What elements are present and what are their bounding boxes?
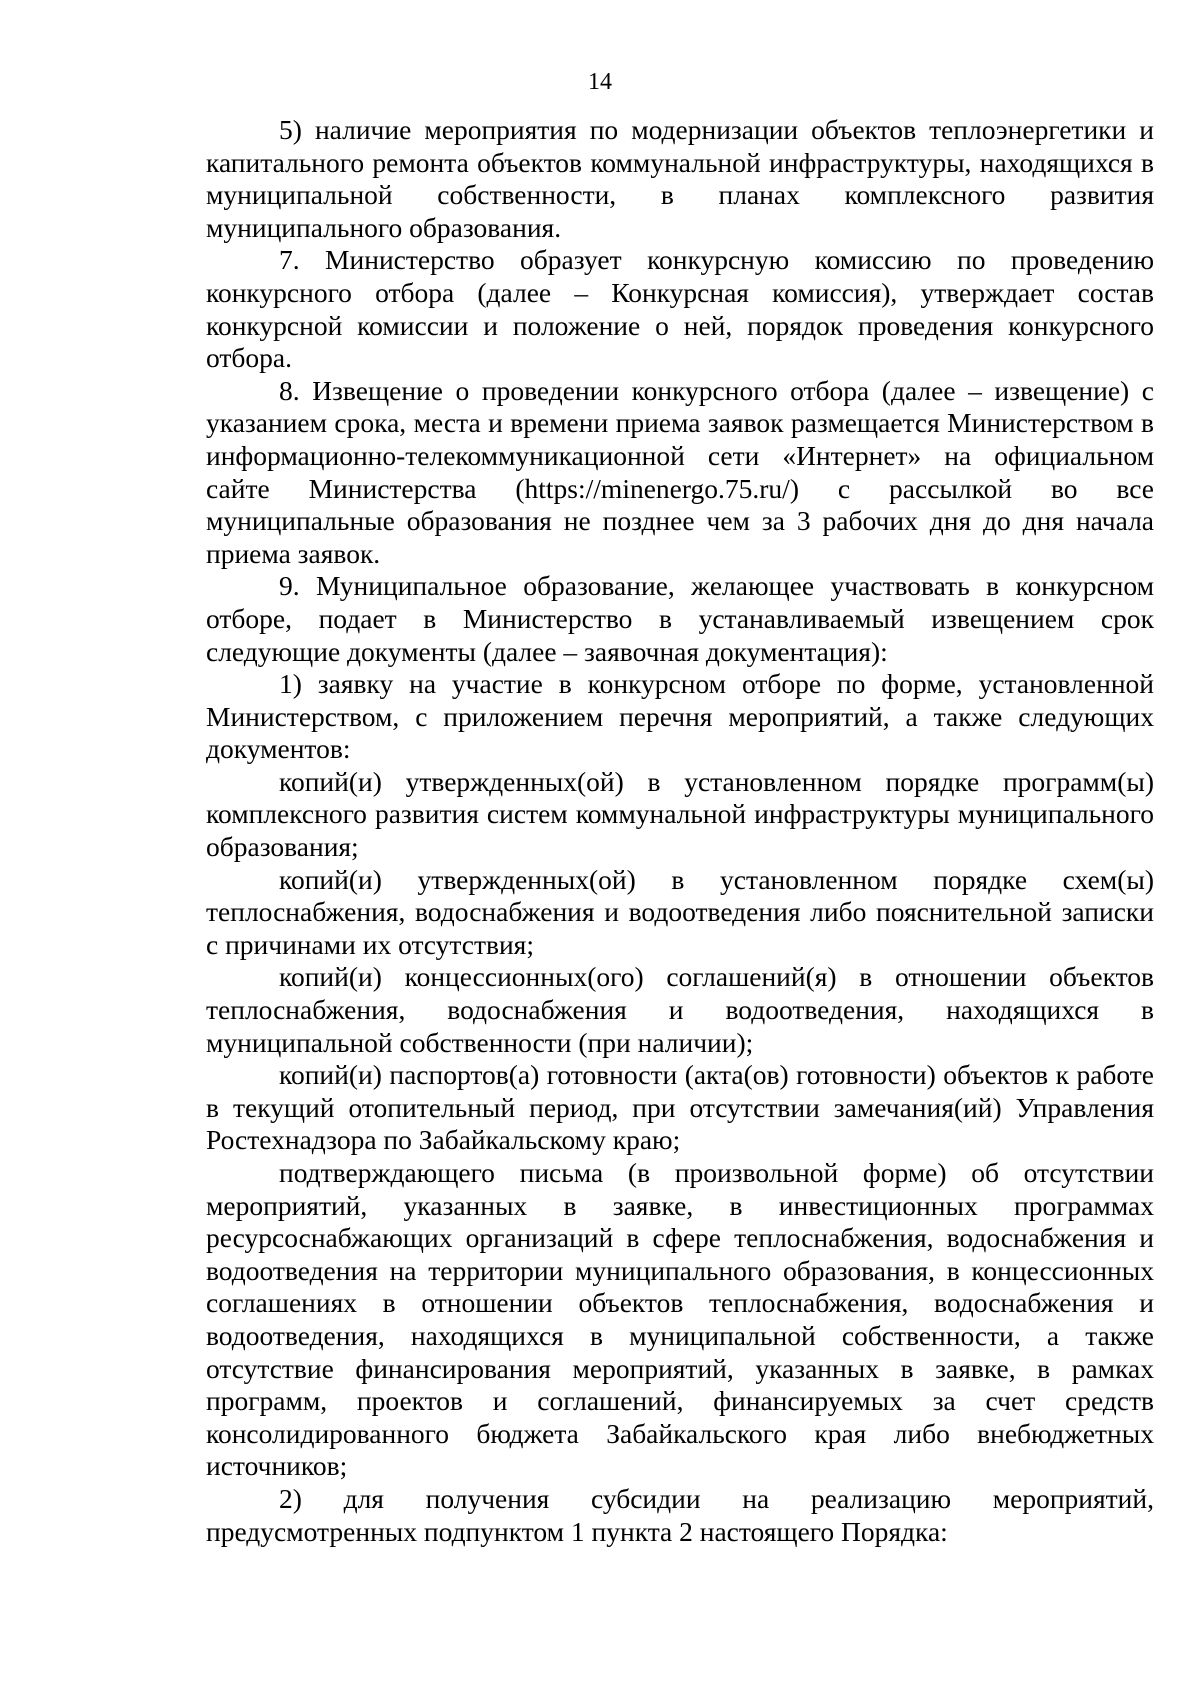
paragraph-section-8: 8. Извещение о проведении конкурсного отбора (далее – извещение) с указанием срока, места и времени приема заявок размещается Министерством в информационно-телекоммуникационной сети «Интернет» на официальном сайте Министерства (https://minenergo.75.ru/) с рассылкой во все муниципальные образования не позднее чем за 3 рабочих дня до дня начала приема заявок. [206,374,1154,569]
paragraph-copies-concession-agreements: копий(и) концессионных(ого) соглашений(я) в отношении объектов теплоснабжения, водоснабжения и водоотведения, находящихся в муниципальной собственности (при наличии); [206,961,1154,1058]
page-number: 14 [588,69,612,95]
paragraph-item-5: 5) наличие мероприятия по модернизации объектов теплоэнергетики и капитального ремонта объектов коммунальной инфраструктуры, находящихся в муниципальной собственности, в планах комплексного развития муниципального образования. [206,114,1154,243]
paragraph-copies-supply-schemes: копий(и) утвержденных(ой) в установленном порядке схем(ы) теплоснабжения, водоснабжения и водоотведения либо пояснительной записки с причинами их отсутствия; [206,863,1154,960]
document-body [206,114,1154,1548]
paragraph-section-9: 9. Муниципальное образование, желающее участвовать в конкурсном отборе, подает в Министерство в устанавливаемый извещением срок следующие документы (далее – заявочная документация): [206,570,1154,667]
paragraph-section-7: 7. Министерство образует конкурсную комиссию по проведению конкурсного отбора (далее – Конкурсная комиссия), утверждает состав конкурсной комиссии и положение о ней, порядок проведения конкурсного отбора. [206,244,1154,374]
paragraph-copies-development-programs: копий(и) утвержденных(ой) в установленном порядке программ(ы) комплексного развития систем коммунальной инфраструктуры муниципального образования; [206,765,1154,863]
paragraph-item-1-application: 1) заявку на участие в конкурсном отборе по форме, установленной Министерством, с приложением перечня мероприятий, а также следующих документов: [206,668,1154,765]
paragraph-copies-readiness-passports: копий(и) паспортов(а) готовности (акта(ов) готовности) объектов к работе в текущий отопительный период, при отсутствии замечания(ий) Управления Ростехнадзора по Забайкальскому краю; [206,1059,1154,1156]
paragraph-item-2-subsidy: 2) для получения субсидии на реализацию мероприятий, предусмотренных подпунктом 1 пункта 2 настоящего Порядка: [206,1482,1154,1547]
paragraph-confirmation-letter: подтверждающего письма (в произвольной форме) об отсутствии мероприятий, указанных в заявке, в инвестиционных программах ресурсоснабжающих организаций в сфере теплоснабжения, водоснабжения и водоотведения на территории муниципального образования, в концессионных соглашениях в отношении объектов теплоснабжения, водоснабжения и водоотведения, находящихся в муниципальной собственности, а также отсутствие финансирования мероприятий, указанных в заявке, в рамках программ, проектов и соглашений, финансируемых за счет средств консолидированного бюджета Забайкальского края либо внебюджетных источников; [206,1157,1154,1482]
